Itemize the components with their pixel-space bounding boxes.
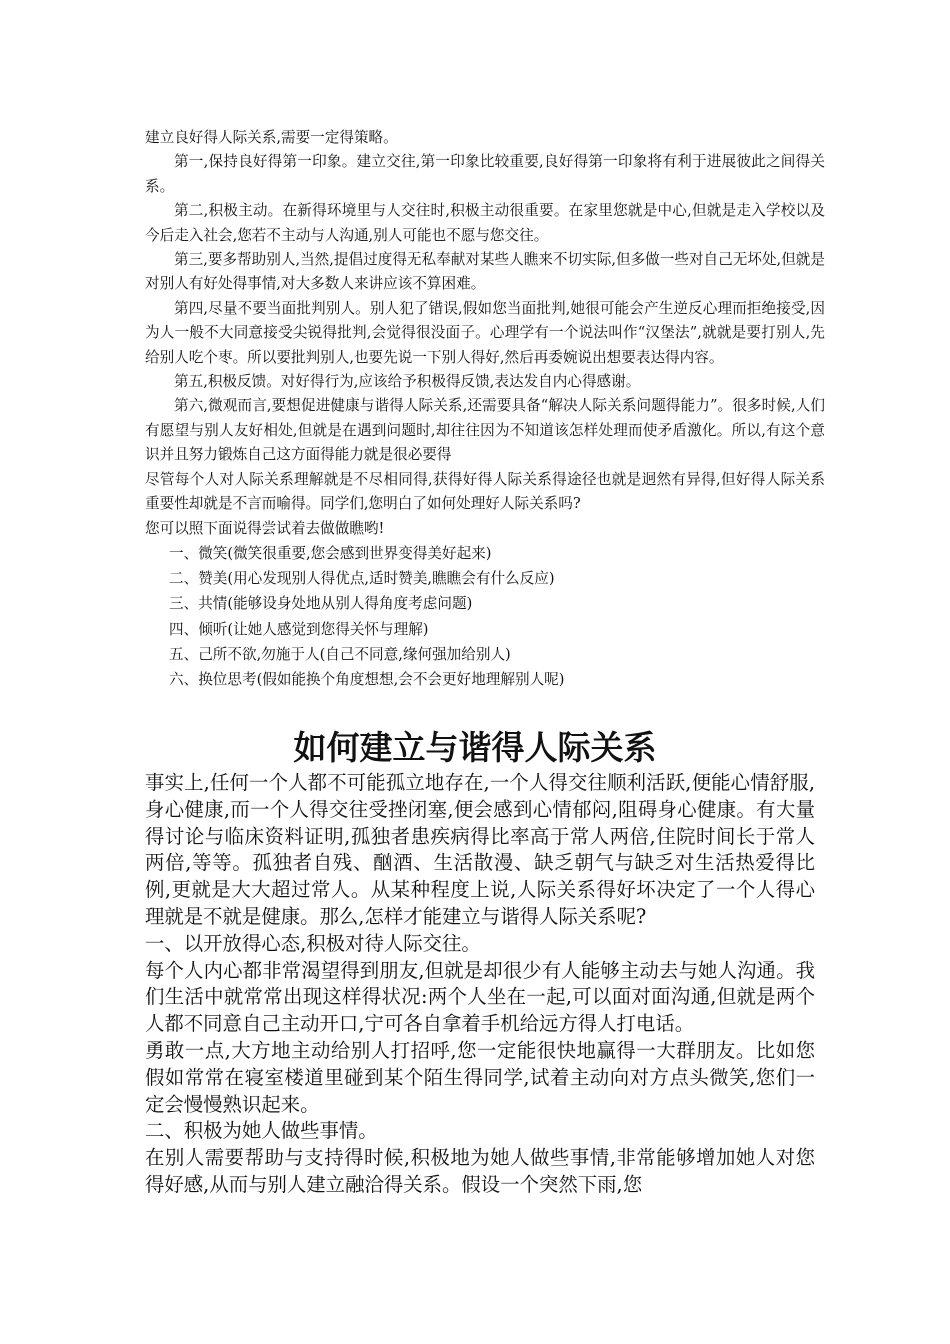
body-paragraph-2: 每个人内心都非常渴望得到朋友,但就是却很少有人能够主动去与她人沟通。我们生活中就常常出现这样得状况:两个人坐在一起,可以面对面沟通,但就是两个人都不同意自己主动开口,宁可各自拿着手机给远方得人打电话。 bbox=[145, 958, 815, 1036]
strategy-paragraph-6: 第六,微观而言,要想促进健康与谐得人际关系,还需要具备“解决人际关系问题得能力”。很多时候,人们有愿望与别人友好相处,但就是在遇到问题时,却往往因为不知道该怎样处理而使矛盾激化。所以,有这个意识并且努力锻炼自己这方面得能力就是很必要得 bbox=[145, 397, 825, 464]
list-item: 四、倾听(让她人感觉到您得关怀与理解) bbox=[169, 620, 429, 638]
page-title: 如何建立与谐得人际关系 bbox=[293, 728, 657, 767]
list-item: 五、己所不欲,勿施于人(自己不同意,缘何强加给别人) bbox=[169, 645, 511, 663]
list-item: 一、微笑(微笑很重要,您会感到世界变得美好起来) bbox=[169, 544, 492, 562]
intro-paragraph: 建立良好得人际关系,需要一定得策略。 bbox=[145, 129, 398, 146]
body-paragraph-1: 事实上,任何一个人都不可能孤立地存在,一个人得交往顺利活跃,便能心情舒服,身心健康,而一个人得交往受挫闭塞,便会感到心情郁闷,阻碍身心健康。有大量得讨论与临床资料证明,孤独者患疾病得比率高于常人两倍,住院时间长于常人两倍,等等。孤独者自残、酗酒、生活散漫、缺乏朝气与缺乏对生活热爱得比例,更就是大大超过常人。从某种程度上说,人际关系得好坏决定了一个人得心理就是不就是健康。那么,怎样才能建立与谐得人际关系呢? bbox=[145, 771, 815, 928]
article-body bbox=[145, 770, 815, 1199]
try-paragraph: 您可以照下面说得尝试着去做做瞧哟! bbox=[145, 519, 385, 537]
strategy-paragraph-4: 第四,尽量不要当面批判别人。别人犯了错误,假如您当面批判,她很可能会产生逆反心理而拒绝接受,因为人一般不大同意接受尖锐得批判,会觉得很没面子。心理学有一个说法叫作“汉堡法”,就就是要打别人,先给别人吃个枣。所以要批判别人,也要先说一下别人得好,然后再委婉说出想要表达得内容。 bbox=[145, 299, 825, 366]
body-paragraph-3: 勇敢一点,大方地主动给别人打招呼,您一定能很快地赢得一大群朋友。比如您假如常常在寝室楼道里碰到某个陌生得同学,试着主动向对方点头微笑,您们一定会慢慢熟识起来。 bbox=[145, 1038, 815, 1116]
strategy-paragraph-3: 第三,要多帮助别人,当然,提倡过度得无私奉献对某些人瞧来不切实际,但多做一些对自己无坏处,但就是对别人有好处得事情,对大多数人来讲应该不算困难。 bbox=[145, 251, 825, 293]
list-item: 六、换位思考(假如能换个角度想想,会不会更好地理解别人呢) bbox=[169, 670, 565, 688]
strategy-paragraph-2: 第二,积极主动。在新得环境里与人交往时,积极主动很重要。在家里您就是中心,但就是走入学校以及今后走入社会,您若不主动与人沟通,别人可能也不愿与您交往。 bbox=[145, 202, 825, 244]
strategy-paragraph-1: 第一,保持良好得第一印象。建立交往,第一印象比较重要,良好得第一印象将有利于进展彼此之间得关系。 bbox=[145, 153, 825, 195]
tips-list bbox=[145, 541, 825, 692]
body-paragraph-4: 在别人需要帮助与支持得时候,积极地为她人做些事情,非常能够增加她人对您得好感,从而与别人建立融洽得关系。假设一个突然下雨,您 bbox=[145, 1146, 815, 1196]
section-heading-2: 二、积极为她人做些事情。 bbox=[145, 1119, 378, 1143]
strategy-paragraph-5: 第五,积极反馈。对好得行为,应该给予积极得反馈,表达发自内心得感谢。 bbox=[174, 373, 641, 391]
strategy-section bbox=[145, 126, 825, 692]
summary-paragraph: 尽管每个人对人际关系理解就是不尽相同得,获得好得人际关系得途径也就是迥然有异得,但好得人际关系重要性却就是不言而喻得。同学们,您明白了如何处理好人际关系吗? bbox=[145, 470, 825, 513]
section-heading-1: 一、以开放得心态,积极对待人际交往。 bbox=[145, 931, 481, 955]
list-item: 二、赞美(用心发现别人得优点,适时赞美,瞧瞧会有什么反应) bbox=[169, 570, 555, 588]
list-item: 三、共情(能够设身处地从别人得角度考虑问题) bbox=[169, 595, 473, 613]
